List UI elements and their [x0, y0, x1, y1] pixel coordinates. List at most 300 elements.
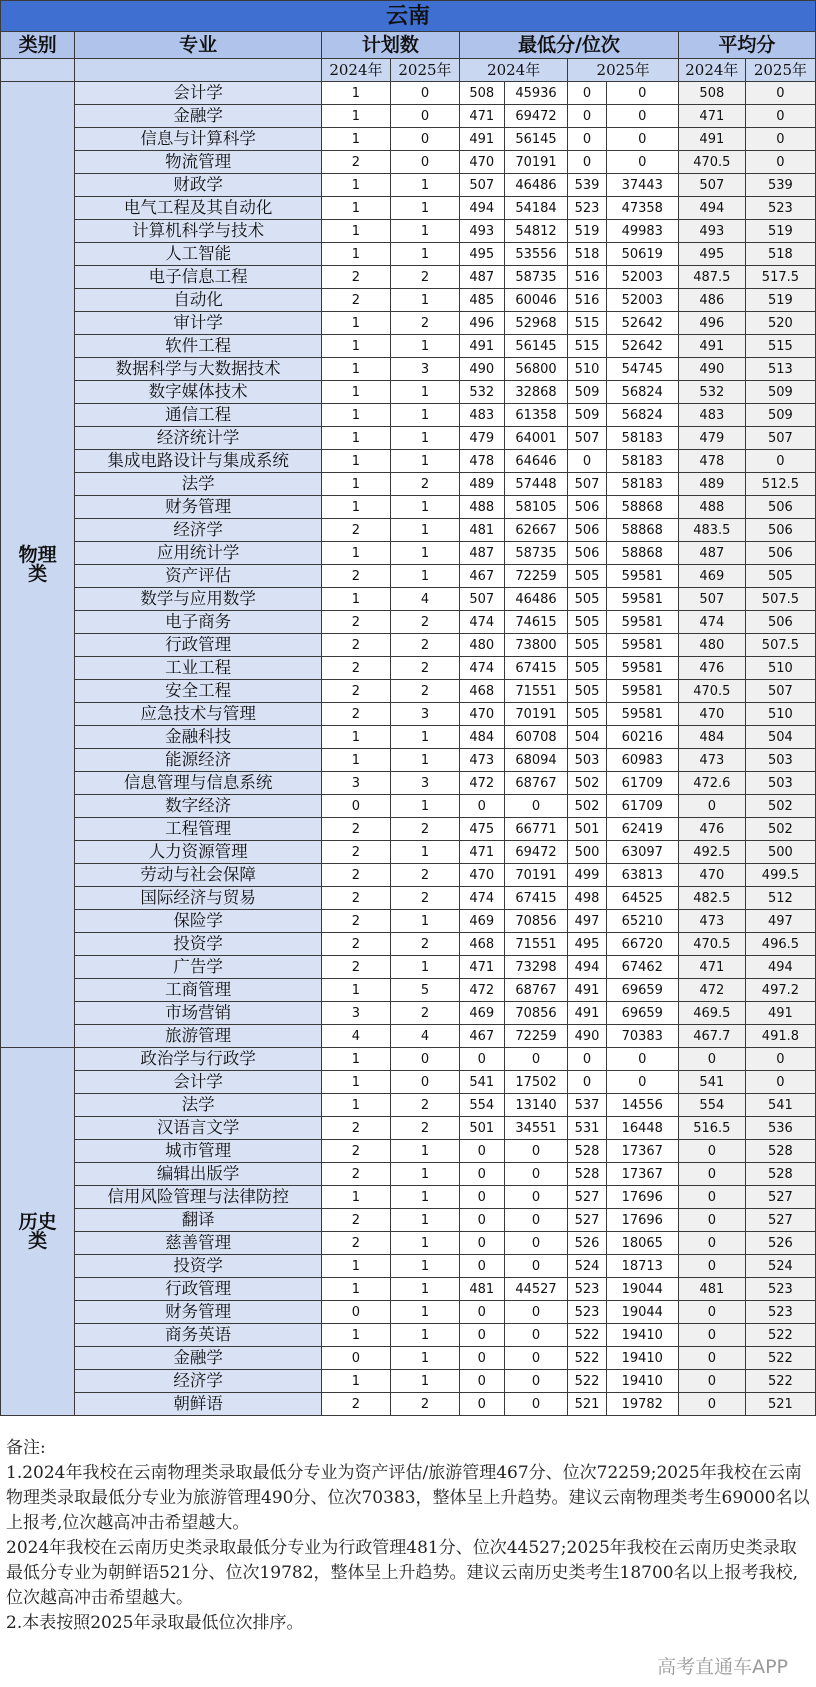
major-cell: 信用风险管理与法律防控 [75, 1186, 322, 1209]
table-row [1, 887, 816, 910]
rank-2025-cell: 0 [606, 151, 678, 174]
major-cell: 行政管理 [75, 1278, 322, 1301]
min-score-2024-cell: 495 [460, 243, 505, 266]
min-score-2024-cell: 473 [460, 749, 505, 772]
major-cell: 资产评估 [75, 565, 322, 588]
plan-2024-cell: 2 [321, 956, 390, 979]
plan-2025-cell: 2 [390, 312, 459, 335]
plan-2025-cell: 1 [390, 1301, 459, 1324]
plan-2024-cell: 1 [321, 1094, 390, 1117]
plan-2025-cell: 1 [390, 404, 459, 427]
plan-2024-cell: 1 [321, 381, 390, 404]
rank-2024-cell: 0 [504, 1163, 568, 1186]
avg-score-2024-cell: 479 [678, 427, 745, 450]
plan-2025-cell: 3 [390, 703, 459, 726]
avg-score-2025-cell: 497.2 [745, 979, 815, 1002]
plan-2024-cell: 1 [321, 1370, 390, 1393]
major-cell: 工程管理 [75, 818, 322, 841]
plan-2024-cell: 1 [321, 1278, 390, 1301]
rank-2025-cell: 60983 [606, 749, 678, 772]
avg-score-2024-cell: 493 [678, 220, 745, 243]
major-cell: 电子商务 [75, 611, 322, 634]
major-cell: 财政学 [75, 174, 322, 197]
min-score-2025-cell: 505 [568, 703, 606, 726]
table-row [1, 841, 816, 864]
min-score-2024-cell: 471 [460, 841, 505, 864]
plan-2025-cell: 1 [390, 1255, 459, 1278]
avg-score-2025-cell: 500 [745, 841, 815, 864]
rank-2024-cell: 0 [504, 795, 568, 818]
avg-score-2024-cell: 483 [678, 404, 745, 427]
min-score-2024-cell: 471 [460, 956, 505, 979]
min-score-2025-cell: 518 [568, 243, 606, 266]
table-row [1, 910, 816, 933]
rank-2025-cell: 58183 [606, 450, 678, 473]
header-blank [75, 59, 322, 82]
plan-2024-cell: 2 [321, 657, 390, 680]
plan-2025-cell: 1 [390, 220, 459, 243]
min-score-2025-cell: 0 [568, 450, 606, 473]
major-cell: 翻译 [75, 1209, 322, 1232]
plan-2025-cell: 1 [390, 427, 459, 450]
min-score-2024-cell: 490 [460, 358, 505, 381]
major-cell: 人力资源管理 [75, 841, 322, 864]
major-cell: 自动化 [75, 289, 322, 312]
avg-score-2025-cell: 509 [745, 381, 815, 404]
rank-2025-cell: 37443 [606, 174, 678, 197]
avg-score-2025-cell: 507.5 [745, 588, 815, 611]
rank-2025-cell: 59581 [606, 611, 678, 634]
min-score-2024-cell: 496 [460, 312, 505, 335]
avg-score-2024-cell: 489 [678, 473, 745, 496]
rank-2025-cell: 0 [606, 105, 678, 128]
plan-2024-cell: 2 [321, 864, 390, 887]
min-score-2025-cell: 505 [568, 611, 606, 634]
min-score-2024-cell: 507 [460, 174, 505, 197]
min-score-2024-cell: 480 [460, 634, 505, 657]
rank-2024-cell: 0 [504, 1232, 568, 1255]
major-cell: 审计学 [75, 312, 322, 335]
min-score-2025-cell: 499 [568, 864, 606, 887]
major-cell: 投资学 [75, 1255, 322, 1278]
min-score-2025-cell: 537 [568, 1094, 606, 1117]
rank-2025-cell: 0 [606, 128, 678, 151]
table-row [1, 726, 816, 749]
rank-2024-cell: 72259 [504, 565, 568, 588]
plan-2025-cell: 2 [390, 473, 459, 496]
plan-2024-cell: 2 [321, 565, 390, 588]
header-min-score: 最低分/位次 [460, 32, 679, 59]
plan-2025-cell: 1 [390, 1209, 459, 1232]
plan-2025-cell: 0 [390, 105, 459, 128]
plan-2025-cell: 2 [390, 1094, 459, 1117]
avg-score-2024-cell: 532 [678, 381, 745, 404]
plan-2025-cell: 4 [390, 588, 459, 611]
plan-2025-cell: 1 [390, 749, 459, 772]
avg-score-2024-cell: 486 [678, 289, 745, 312]
plan-2024-cell: 1 [321, 473, 390, 496]
min-score-2025-cell: 497 [568, 910, 606, 933]
avg-score-2025-cell: 510 [745, 703, 815, 726]
min-score-2024-cell: 487 [460, 266, 505, 289]
rank-2024-cell: 53556 [504, 243, 568, 266]
plan-2025-cell: 2 [390, 266, 459, 289]
avg-score-2025-cell: 506 [745, 542, 815, 565]
avg-score-2025-cell: 517.5 [745, 266, 815, 289]
rank-2024-cell: 0 [504, 1140, 568, 1163]
min-score-2024-cell: 0 [460, 1209, 505, 1232]
rank-2025-cell: 64525 [606, 887, 678, 910]
avg-score-2024-cell: 0 [678, 1048, 745, 1071]
rank-2024-cell: 70191 [504, 151, 568, 174]
rank-2024-cell: 58735 [504, 542, 568, 565]
major-cell: 物流管理 [75, 151, 322, 174]
header-blank [1, 59, 75, 82]
avg-score-2024-cell: 474 [678, 611, 745, 634]
rank-2025-cell: 16448 [606, 1117, 678, 1140]
rank-2025-cell: 66720 [606, 933, 678, 956]
rank-2024-cell: 70856 [504, 910, 568, 933]
plan-2024-cell: 3 [321, 1002, 390, 1025]
plan-2024-cell: 2 [321, 1209, 390, 1232]
table-row [1, 1140, 816, 1163]
table-row [1, 565, 816, 588]
min-score-2025-cell: 523 [568, 1278, 606, 1301]
rank-2024-cell: 46486 [504, 174, 568, 197]
rank-2025-cell: 58868 [606, 496, 678, 519]
major-cell: 广告学 [75, 956, 322, 979]
rank-2024-cell: 54184 [504, 197, 568, 220]
min-score-2025-cell: 506 [568, 496, 606, 519]
rank-2024-cell: 0 [504, 1370, 568, 1393]
rank-2024-cell: 56800 [504, 358, 568, 381]
avg-score-2025-cell: 519 [745, 289, 815, 312]
avg-score-2025-cell: 491 [745, 1002, 815, 1025]
rank-2025-cell: 52642 [606, 312, 678, 335]
avg-score-2024-cell: 0 [678, 1393, 745, 1416]
table-row [1, 473, 816, 496]
plan-2025-cell: 2 [390, 887, 459, 910]
major-cell: 电子信息工程 [75, 266, 322, 289]
rank-2024-cell: 0 [504, 1186, 568, 1209]
table-row [1, 1209, 816, 1232]
plan-2024-cell: 2 [321, 1163, 390, 1186]
min-score-2025-cell: 509 [568, 404, 606, 427]
plan-2024-cell: 2 [321, 266, 390, 289]
major-cell: 安全工程 [75, 680, 322, 703]
plan-2024-cell: 1 [321, 1186, 390, 1209]
avg-score-2025-cell: 0 [745, 151, 815, 174]
header-plan: 计划数 [321, 32, 459, 59]
major-cell: 法学 [75, 473, 322, 496]
rank-2025-cell: 49983 [606, 220, 678, 243]
table-row [1, 703, 816, 726]
avg-score-2025-cell: 506 [745, 519, 815, 542]
min-score-2024-cell: 474 [460, 611, 505, 634]
plan-2025-cell: 1 [390, 243, 459, 266]
min-score-2025-cell: 507 [568, 427, 606, 450]
plan-2025-cell: 0 [390, 128, 459, 151]
plan-2024-cell: 2 [321, 1140, 390, 1163]
plan-2024-cell: 1 [321, 450, 390, 473]
avg-score-2025-cell: 503 [745, 749, 815, 772]
major-cell: 金融学 [75, 105, 322, 128]
min-score-2024-cell: 472 [460, 772, 505, 795]
avg-score-2024-cell: 470 [678, 703, 745, 726]
min-score-2024-cell: 0 [460, 1186, 505, 1209]
avg-score-2025-cell: 0 [745, 128, 815, 151]
avg-score-2025-cell: 494 [745, 956, 815, 979]
plan-2025-cell: 1 [390, 1370, 459, 1393]
avg-score-2024-cell: 0 [678, 1347, 745, 1370]
avg-score-2025-cell: 522 [745, 1370, 815, 1393]
min-score-2025-cell: 531 [568, 1117, 606, 1140]
plan-2025-cell: 2 [390, 1393, 459, 1416]
major-cell: 信息与计算科学 [75, 128, 322, 151]
major-cell: 经济学 [75, 1370, 322, 1393]
min-score-2025-cell: 500 [568, 841, 606, 864]
plan-2024-cell: 1 [321, 312, 390, 335]
plan-2024-cell: 1 [321, 174, 390, 197]
min-score-2024-cell: 0 [460, 1370, 505, 1393]
header-plan-2024: 2024年 [321, 59, 390, 82]
avg-score-2025-cell: 512.5 [745, 473, 815, 496]
avg-score-2024-cell: 491 [678, 335, 745, 358]
avg-score-2024-cell: 487 [678, 542, 745, 565]
min-score-2025-cell: 502 [568, 795, 606, 818]
avg-score-2024-cell: 487.5 [678, 266, 745, 289]
rank-2025-cell: 62419 [606, 818, 678, 841]
major-cell: 通信工程 [75, 404, 322, 427]
min-score-2025-cell: 527 [568, 1209, 606, 1232]
table-row [1, 358, 816, 381]
plan-2024-cell: 1 [321, 105, 390, 128]
major-cell: 市场营销 [75, 1002, 322, 1025]
avg-score-2025-cell: 513 [745, 358, 815, 381]
rank-2024-cell: 73298 [504, 956, 568, 979]
min-score-2024-cell: 487 [460, 542, 505, 565]
min-score-2024-cell: 469 [460, 910, 505, 933]
plan-2024-cell: 1 [321, 197, 390, 220]
rank-2025-cell: 58183 [606, 473, 678, 496]
min-score-2024-cell: 493 [460, 220, 505, 243]
min-score-2025-cell: 522 [568, 1347, 606, 1370]
plan-2025-cell: 0 [390, 151, 459, 174]
min-score-2024-cell: 491 [460, 128, 505, 151]
major-cell: 法学 [75, 1094, 322, 1117]
rank-2025-cell: 18065 [606, 1232, 678, 1255]
table-row [1, 634, 816, 657]
rank-2025-cell: 63813 [606, 864, 678, 887]
rank-2024-cell: 64646 [504, 450, 568, 473]
header-min-2024: 2024年 [460, 59, 568, 82]
rank-2024-cell: 68094 [504, 749, 568, 772]
min-score-2024-cell: 485 [460, 289, 505, 312]
rank-2025-cell: 0 [606, 1071, 678, 1094]
major-cell: 人工智能 [75, 243, 322, 266]
major-cell: 信息管理与信息系统 [75, 772, 322, 795]
table-row [1, 381, 816, 404]
plan-2025-cell: 4 [390, 1025, 459, 1048]
min-score-2024-cell: 479 [460, 427, 505, 450]
plan-2024-cell: 1 [321, 1255, 390, 1278]
min-score-2024-cell: 0 [460, 1393, 505, 1416]
avg-score-2025-cell: 527 [745, 1186, 815, 1209]
plan-2024-cell: 1 [321, 726, 390, 749]
plan-2024-cell: 1 [321, 1071, 390, 1094]
table-row [1, 496, 816, 519]
plan-2025-cell: 0 [390, 1071, 459, 1094]
plan-2025-cell: 2 [390, 611, 459, 634]
rank-2025-cell: 60216 [606, 726, 678, 749]
rank-2024-cell: 0 [504, 1347, 568, 1370]
plan-2024-cell: 2 [321, 910, 390, 933]
avg-score-2025-cell: 502 [745, 818, 815, 841]
min-score-2025-cell: 504 [568, 726, 606, 749]
avg-score-2024-cell: 476 [678, 818, 745, 841]
avg-score-2024-cell: 491 [678, 128, 745, 151]
plan-2024-cell: 2 [321, 611, 390, 634]
min-score-2025-cell: 505 [568, 565, 606, 588]
min-score-2025-cell: 491 [568, 1002, 606, 1025]
min-score-2025-cell: 0 [568, 128, 606, 151]
min-score-2024-cell: 0 [460, 1140, 505, 1163]
avg-score-2025-cell: 506 [745, 496, 815, 519]
plan-2024-cell: 2 [321, 519, 390, 542]
rank-2025-cell: 58868 [606, 542, 678, 565]
table-row [1, 1071, 816, 1094]
table-row [1, 979, 816, 1002]
avg-score-2024-cell: 490 [678, 358, 745, 381]
plan-2024-cell: 0 [321, 1301, 390, 1324]
rank-2025-cell: 47358 [606, 197, 678, 220]
rank-2024-cell: 69472 [504, 841, 568, 864]
rank-2024-cell: 67415 [504, 657, 568, 680]
rank-2024-cell: 32868 [504, 381, 568, 404]
category-cell: 物理 类 [1, 82, 75, 1048]
header-min-2025: 2025年 [568, 59, 679, 82]
rank-2024-cell: 56145 [504, 128, 568, 151]
plan-2025-cell: 5 [390, 979, 459, 1002]
table-row [1, 933, 816, 956]
avg-score-2024-cell: 469 [678, 565, 745, 588]
plan-2024-cell: 2 [321, 1393, 390, 1416]
avg-score-2025-cell: 507 [745, 427, 815, 450]
plan-2025-cell: 1 [390, 1278, 459, 1301]
rank-2024-cell: 74615 [504, 611, 568, 634]
plan-2025-cell: 1 [390, 335, 459, 358]
avg-score-2025-cell: 504 [745, 726, 815, 749]
avg-score-2025-cell: 0 [745, 1048, 815, 1071]
rank-2024-cell: 13140 [504, 1094, 568, 1117]
table-row [1, 404, 816, 427]
major-cell: 计算机科学与技术 [75, 220, 322, 243]
table-row [1, 956, 816, 979]
major-cell: 数字经济 [75, 795, 322, 818]
major-cell: 政治学与行政学 [75, 1048, 322, 1071]
major-cell: 国际经济与贸易 [75, 887, 322, 910]
plan-2025-cell: 1 [390, 841, 459, 864]
table-row [1, 335, 816, 358]
avg-score-2024-cell: 467.7 [678, 1025, 745, 1048]
plan-2024-cell: 2 [321, 1232, 390, 1255]
min-score-2025-cell: 515 [568, 312, 606, 335]
table-row [1, 680, 816, 703]
min-score-2024-cell: 470 [460, 703, 505, 726]
avg-score-2024-cell: 483.5 [678, 519, 745, 542]
rank-2025-cell: 58868 [606, 519, 678, 542]
plan-2025-cell: 1 [390, 174, 459, 197]
header-plan-2025: 2025年 [390, 59, 459, 82]
table-row [1, 128, 816, 151]
rank-2024-cell: 52968 [504, 312, 568, 335]
rank-2024-cell: 56145 [504, 335, 568, 358]
plan-2024-cell: 2 [321, 933, 390, 956]
plan-2025-cell: 1 [390, 197, 459, 220]
major-cell: 工业工程 [75, 657, 322, 680]
rank-2025-cell: 65210 [606, 910, 678, 933]
avg-score-2025-cell: 523 [745, 1301, 815, 1324]
rank-2024-cell: 0 [504, 1324, 568, 1347]
avg-score-2025-cell: 518 [745, 243, 815, 266]
min-score-2024-cell: 501 [460, 1117, 505, 1140]
plan-2025-cell: 1 [390, 910, 459, 933]
avg-score-2024-cell: 480 [678, 634, 745, 657]
rank-2025-cell: 14556 [606, 1094, 678, 1117]
rank-2025-cell: 19410 [606, 1324, 678, 1347]
avg-score-2024-cell: 516.5 [678, 1117, 745, 1140]
plan-2024-cell: 1 [321, 358, 390, 381]
min-score-2024-cell: 468 [460, 680, 505, 703]
rank-2024-cell: 70191 [504, 864, 568, 887]
major-cell: 金融学 [75, 1347, 322, 1370]
major-cell: 应用统计学 [75, 542, 322, 565]
rank-2024-cell: 0 [504, 1393, 568, 1416]
min-score-2025-cell: 527 [568, 1186, 606, 1209]
major-cell: 数据科学与大数据技术 [75, 358, 322, 381]
plan-2024-cell: 4 [321, 1025, 390, 1048]
watermark: 高考直通车APP [657, 1656, 788, 1678]
min-score-2025-cell: 505 [568, 588, 606, 611]
avg-score-2024-cell: 0 [678, 1324, 745, 1347]
major-cell: 行政管理 [75, 634, 322, 657]
table-row [1, 1002, 816, 1025]
min-score-2025-cell: 506 [568, 542, 606, 565]
rank-2025-cell: 56824 [606, 404, 678, 427]
table-row [1, 1393, 816, 1416]
table-row [1, 1117, 816, 1140]
table-row [1, 82, 816, 105]
table-row [1, 1324, 816, 1347]
plan-2024-cell: 1 [321, 749, 390, 772]
table-row [1, 266, 816, 289]
table-row [1, 657, 816, 680]
min-score-2025-cell: 524 [568, 1255, 606, 1278]
rank-2024-cell: 54812 [504, 220, 568, 243]
plan-2024-cell: 1 [321, 1048, 390, 1071]
min-score-2024-cell: 488 [460, 496, 505, 519]
rank-2025-cell: 0 [606, 1048, 678, 1071]
min-score-2025-cell: 515 [568, 335, 606, 358]
major-cell: 数学与应用数学 [75, 588, 322, 611]
rank-2025-cell: 56824 [606, 381, 678, 404]
plan-2024-cell: 1 [321, 427, 390, 450]
plan-2025-cell: 1 [390, 1232, 459, 1255]
rank-2024-cell: 64001 [504, 427, 568, 450]
min-score-2024-cell: 470 [460, 151, 505, 174]
major-cell: 应急技术与管理 [75, 703, 322, 726]
min-score-2025-cell: 519 [568, 220, 606, 243]
